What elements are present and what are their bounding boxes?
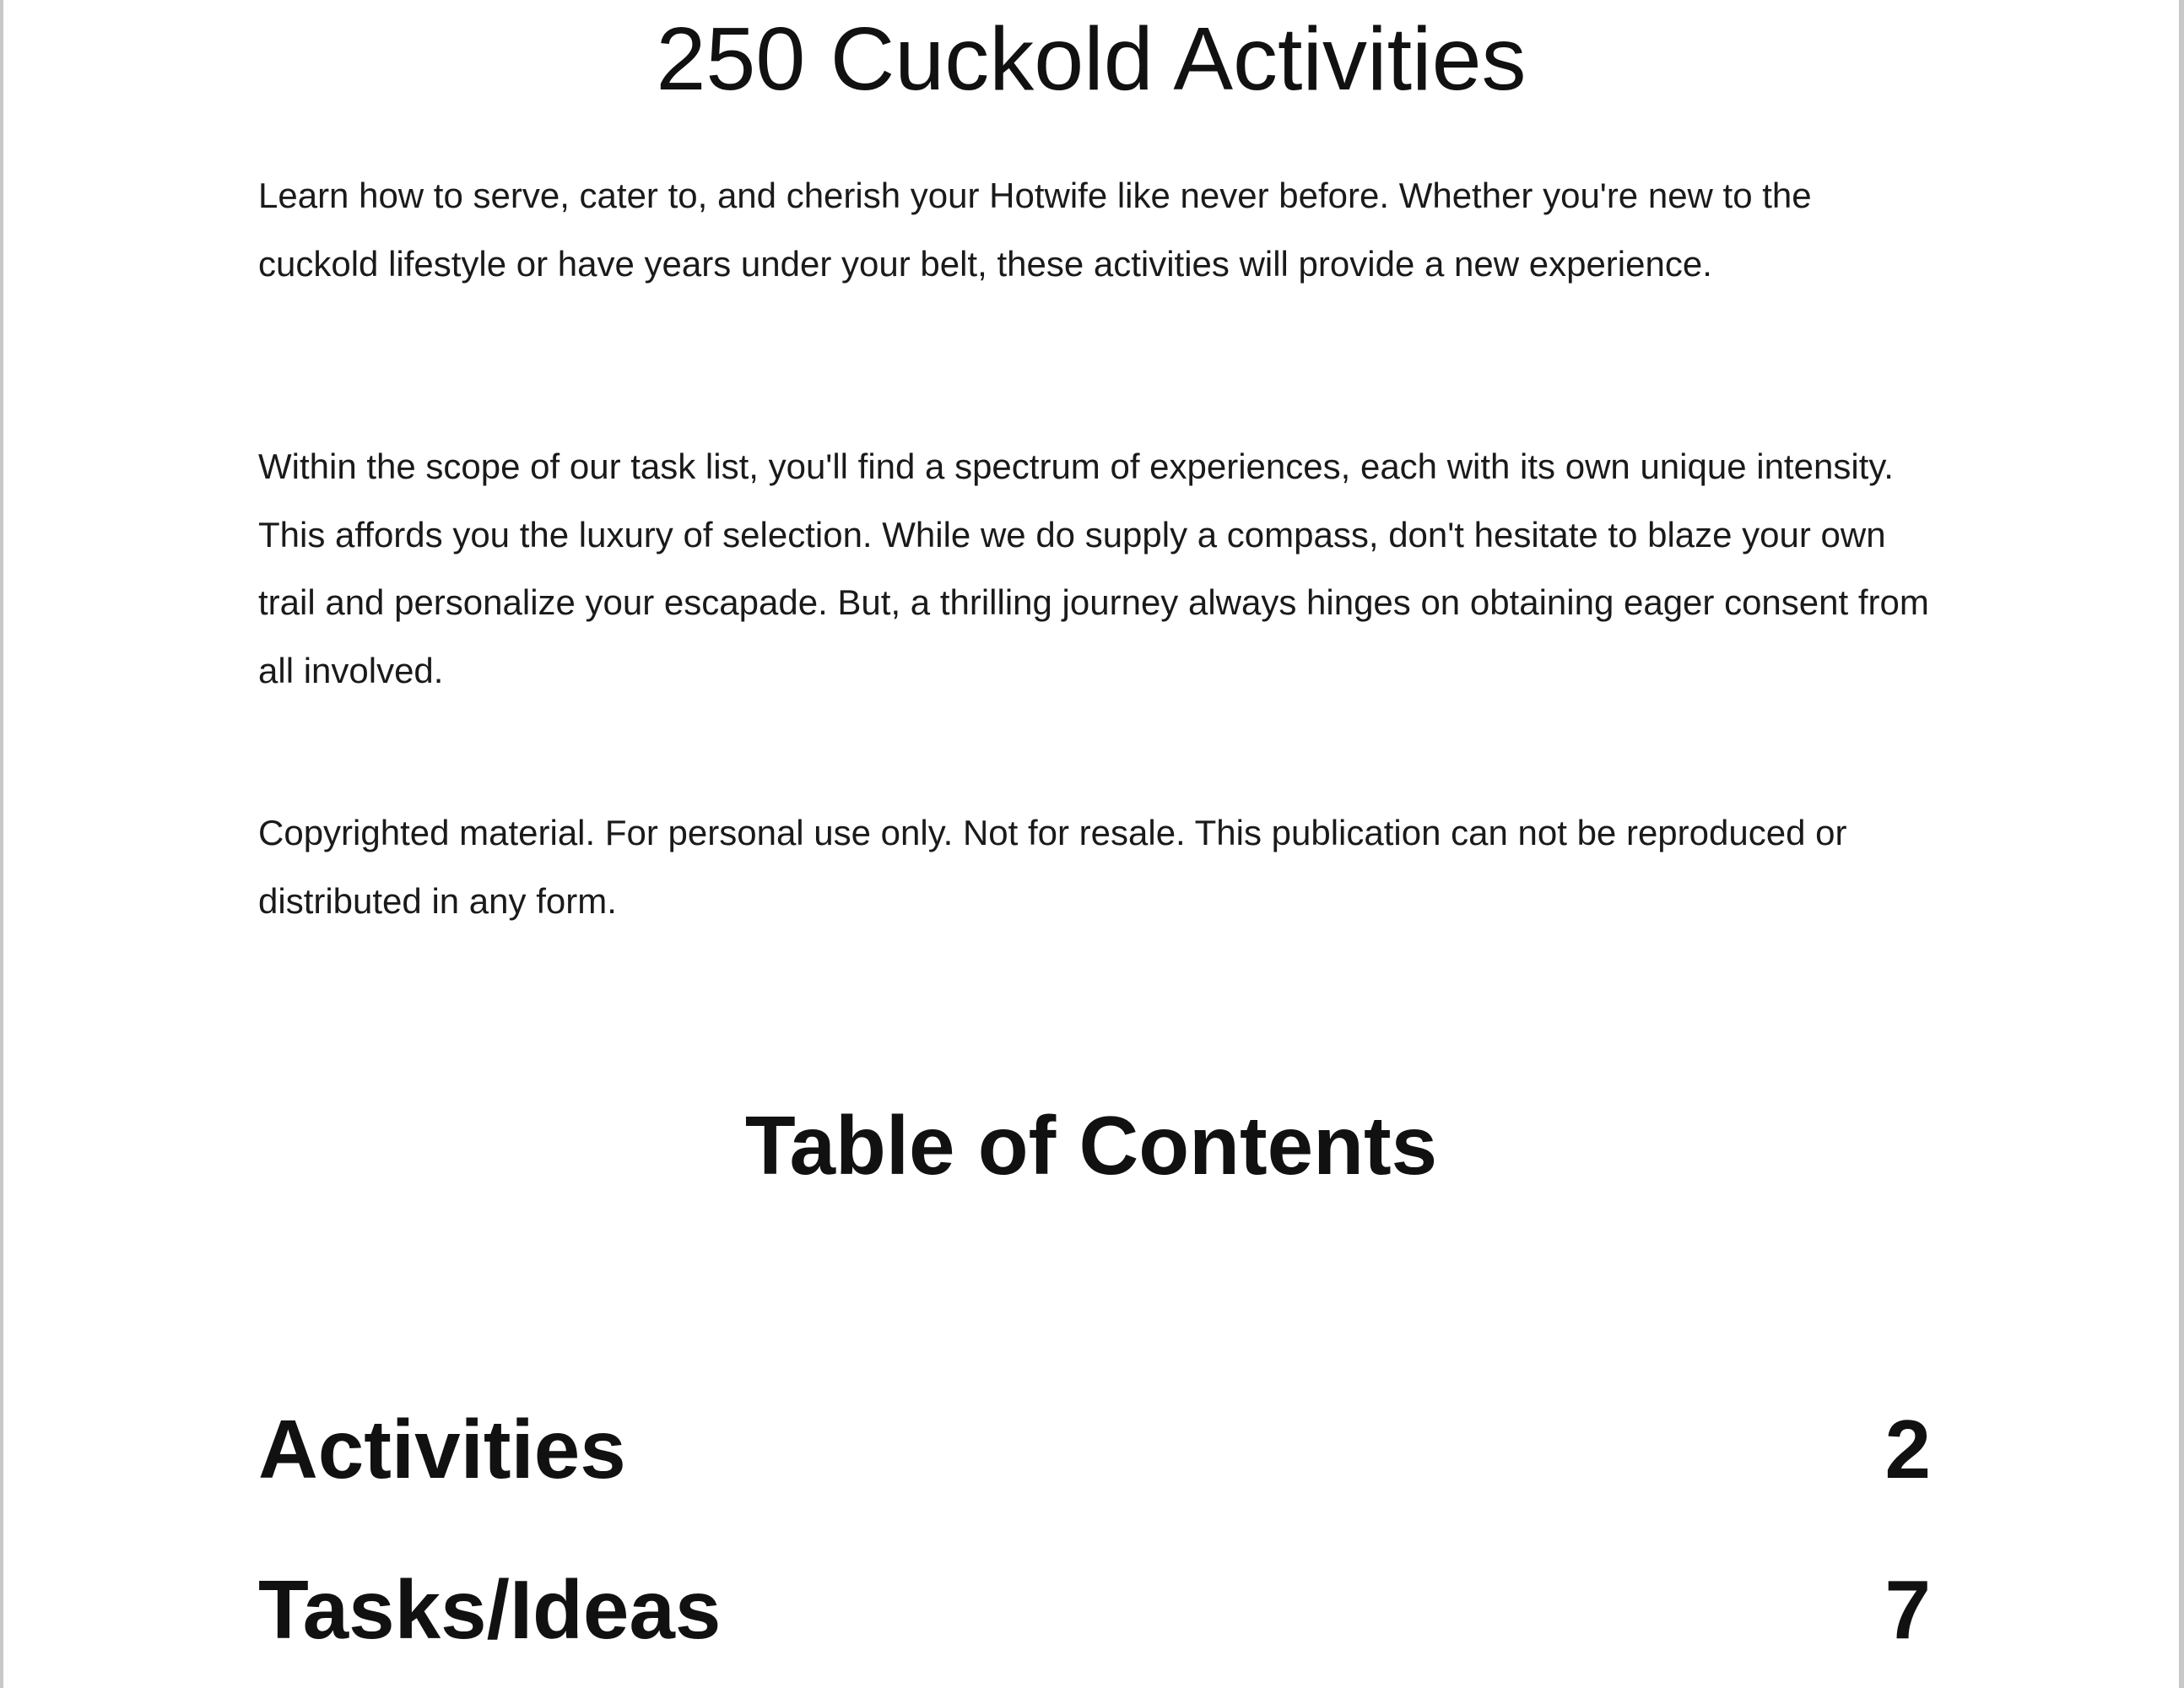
intro-paragraph: Learn how to serve, cater to, and cherish your Hotwife like never before. Whether you're new to the cuckold lifestyle or have years under your belt, these activities will provide a new experience. (258, 176, 1812, 284)
toc-entry-page-number: 2 (1884, 1403, 1931, 1496)
toc-entry-tasks-ideas[interactable] (258, 1559, 1931, 1688)
toc-entry-page-number: 7 (1884, 1563, 1931, 1656)
toc-heading: Table of Contents (744, 1099, 1438, 1192)
document-page (3, 0, 2179, 1688)
copyright-notice: Copyrighted material. For personal use only. Not for resale. This publication can not be reproduced or distributed in any form. (258, 813, 1847, 921)
toc-entry-label: Activities (258, 1403, 626, 1496)
viewport-scrollbar-track[interactable] (2179, 0, 2184, 1688)
toc-entry-activities[interactable] (258, 1399, 1931, 1559)
scope-paragraph: Within the scope of our task list, you'll find a spectrum of experiences, each with its own unique intensity. This affords you the luxury of selection. While we do supply a compass, don't hesitate to blaze your own trail and personalize your escapade. But, a thrilling journey always hinges on obtaining eager consent from all involved. (258, 446, 1929, 690)
toc-list (258, 1399, 1931, 1688)
document-title: 250 Cuckold Activities (656, 9, 1527, 109)
toc-entry-label: Tasks/Ideas (258, 1563, 722, 1656)
